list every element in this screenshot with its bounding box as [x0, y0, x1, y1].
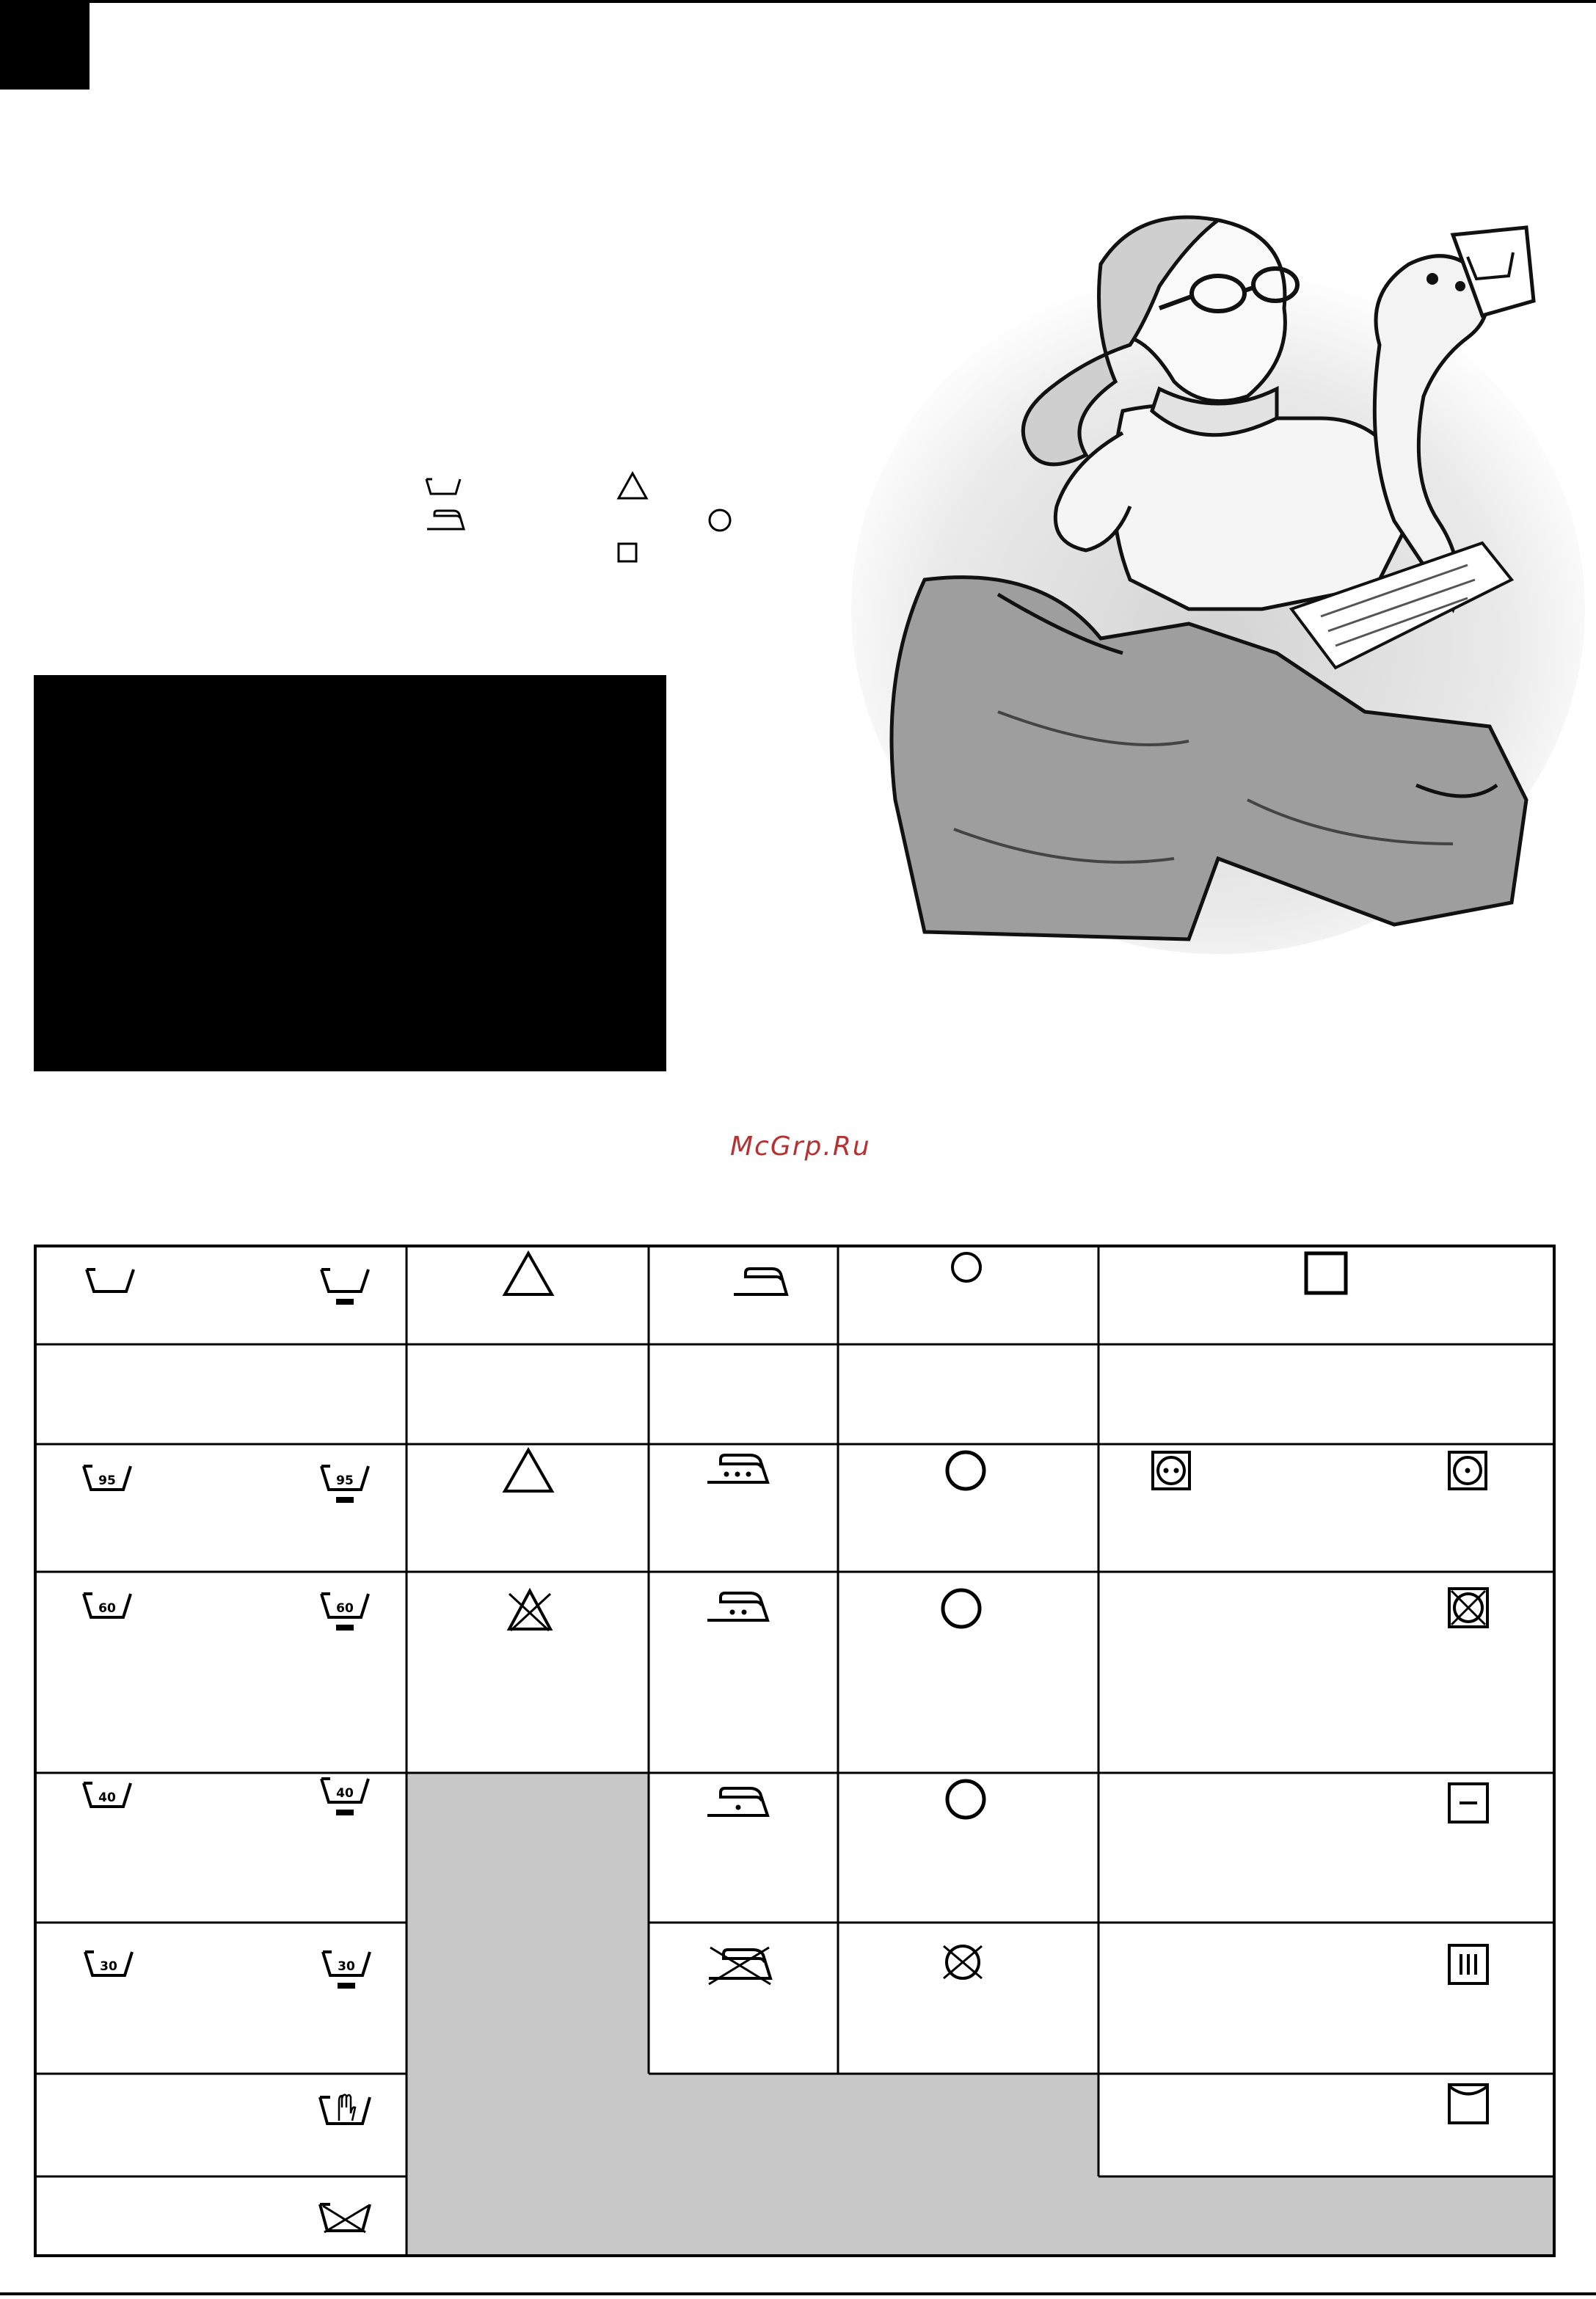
- svg-text:40: 40: [98, 1790, 116, 1805]
- circle-icon: [950, 1250, 983, 1284]
- drip-dry-icon: [1447, 1943, 1490, 1986]
- triangle-icon: [502, 1447, 555, 1494]
- triangle-icon: [502, 1250, 555, 1297]
- wash-30-icon: [82, 1948, 135, 1978]
- black-panel: [34, 675, 666, 1071]
- square-icon: [1303, 1250, 1349, 1296]
- watermark: McGrp.Ru: [730, 1132, 871, 1162]
- svg-text:60: 60: [98, 1601, 116, 1616]
- tumble-dry-low-icon: [1447, 1450, 1488, 1491]
- svg-text:30: 30: [100, 1959, 117, 1974]
- top-rule: [0, 0, 1596, 3]
- cartoon-illustration: [807, 198, 1585, 976]
- svg-text:40: 40: [336, 1786, 354, 1801]
- svg-text:95: 95: [98, 1473, 116, 1488]
- corner-block: [0, 0, 90, 90]
- washtub-icon: [424, 477, 462, 496]
- iron-medium-icon: [704, 1589, 770, 1625]
- svg-text:60: 60: [336, 1601, 354, 1616]
- do-not-wash-icon: [317, 2198, 373, 2235]
- wash-60-gentle-icon: [318, 1589, 371, 1635]
- iron-low-icon: [704, 1785, 770, 1820]
- wash-60-icon: [81, 1589, 134, 1620]
- care-symbols-table: [34, 1245, 1556, 2257]
- no-tumble-dry-icon: [1447, 1586, 1490, 1629]
- washtub-underline-icon: [318, 1265, 371, 1308]
- line-dry-icon: [1447, 2083, 1490, 2125]
- wash-40-gentle-icon: [318, 1774, 371, 1820]
- svg-text:95: 95: [336, 1473, 354, 1488]
- bottom-rule: [0, 2292, 1596, 2295]
- svg-text:30: 30: [338, 1959, 355, 1974]
- tumble-dry-high-icon: [1151, 1450, 1192, 1491]
- circle-icon: [707, 508, 732, 533]
- wash-40-icon: [81, 1779, 134, 1810]
- iron-hot-icon: [704, 1451, 770, 1487]
- dry-clean-icon: [944, 1449, 988, 1493]
- no-iron-icon: [704, 1943, 775, 1986]
- iron-icon: [424, 508, 467, 531]
- no-bleach-icon: [503, 1586, 556, 1633]
- dry-flat-icon: [1447, 1782, 1490, 1824]
- triangle-icon: [616, 471, 649, 500]
- dry-clean-icon: [939, 1586, 983, 1631]
- dry-clean-icon: [944, 1777, 988, 1821]
- hand-wash-icon: [317, 2091, 373, 2128]
- wash-95-gentle-icon: [318, 1462, 371, 1507]
- wash-95-icon: [81, 1462, 134, 1493]
- square-icon: [616, 542, 638, 564]
- wash-30-gentle-icon: [320, 1948, 373, 1993]
- washtub-icon: [84, 1265, 136, 1294]
- no-dry-clean-icon: [939, 1940, 986, 1984]
- iron-icon: [731, 1265, 790, 1297]
